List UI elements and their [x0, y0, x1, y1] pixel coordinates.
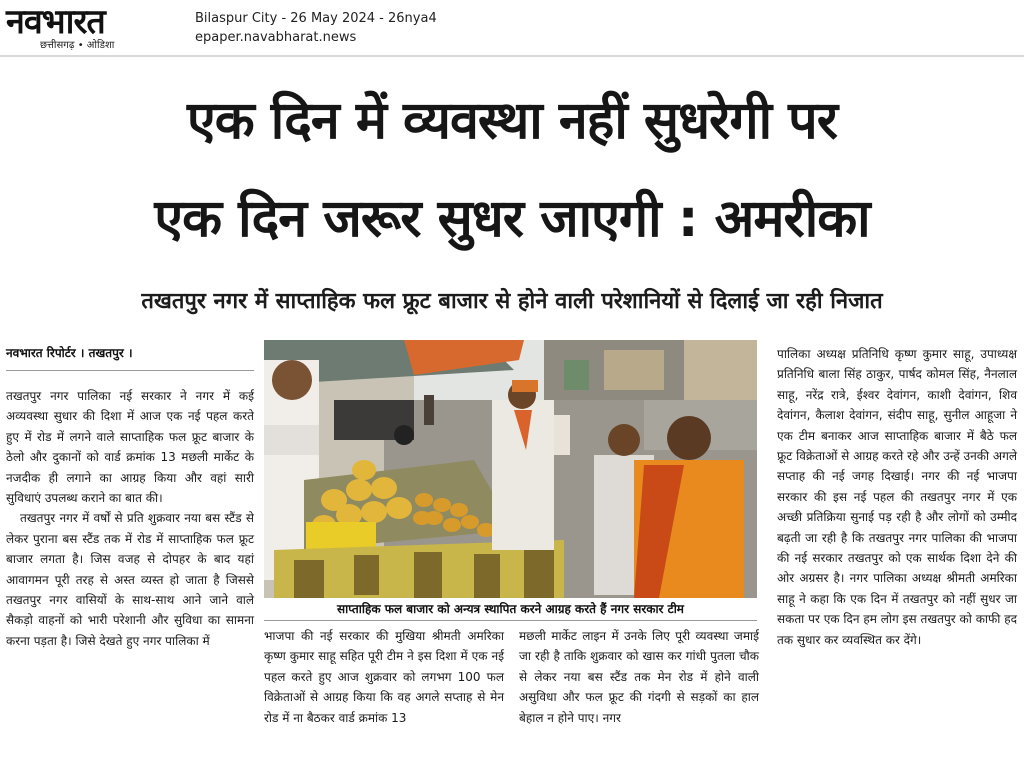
subheadline: तखतपुर नगर में साप्ताहिक फल फ्रूट बाजार से होने वाली परेशानियों से दिलाई जा रही निजात	[141, 289, 883, 314]
logo-wordmark: नवभारत	[6, 2, 105, 42]
paragraph: मछली मार्केट लाइन में उनके लिए पूरी व्यवस्था जमाई जा रही है ताकि शुक्रवार को खास कर गांधी पुतला चौक से लेकर नया बस स्टैंड तक मेन रोड में होने वाली असुविधा और फल फ्रूट की गंदगी से सड़कों का हाल बेहाल न होने पाए। नगर	[519, 629, 759, 725]
article-column-1	[6, 386, 254, 651]
news-photo	[264, 340, 757, 598]
paragraph: तखतपुर नगर में वर्षों से प्रति शुक्रवार नया बस स्टैंड से लेकर पुराना बस स्टैंड तक में रोड में साप्ताहिक फल फ्रूट बाजार लगता है। जिस वजह से दोपहर के बाद यहां आवागमन पूरी तरह से अस्त व्यस्त हो जाता है जिससे तखतपुर नगर वासियों के साथ-साथ आने जाने वाले सैकड़ो वाहनों को भारी परेशानी और सुविधा का सामना करना पड़ता है। जिसे देखते हुए नगर पालिका में	[6, 511, 254, 648]
article-column-3	[519, 626, 759, 728]
photo-caption: साप्ताहिक फल बाजार को अन्यत्र स्थापित करने आग्रह करते हैं नगर सरकार टीम	[337, 602, 684, 616]
logo-region: छत्तीसगढ़ • ओडिशा	[40, 40, 115, 51]
paragraph: पालिका अध्यक्ष प्रतिनिधि कृष्ण कुमार साहू, उपाध्यक्ष प्रतिनिधि बाला सिंह ठाकुर, पार्षद कोमल सिंह, नैनलाल साहू, नरेंद्र रात्रे, ईश्वर देवांगन, काशी देवांगन, शिव देवांगन, कैलाश देवांगन, संदीप साहू, सुनील आहूजा ने एक टीम बनाकर आज साप्ताहिक बाजार में बैठे फल फ्रूट विक्रेताओं से आग्रह करते रहे और उन्हें उनकी अगले सप्ताह की नई जगह दिखाई। नगर की नई भाजपा सरकार की इस नई पहल की तखतपुर नगर में एक अच्छी प्रतिक्रिया सुनाई पड़ रही है और लोगों को उम्मीद बढ़ती जा रही है कि तखतपुर नगर पालिका की भाजपा की नई सरकार तखतपुर को एक सार्थक दिशा देने की ओर अग्रसर है। नगर पालिका अध्यक्ष श्रीमती अमरिका साहू ने कहा कि एक दिन में तखतपुर को नहीं सुधर जा सकता पर एक दिन हम लोग इस तखतपुर को काफी हद तक सुधार कर व्यवस्थित कर देंगे।	[777, 347, 1017, 647]
site-url: epaper.navabharat.news	[195, 30, 357, 45]
article-column-2	[264, 626, 504, 728]
paragraph: तखतपुर नगर पालिका नई सरकार ने नगर में कई अव्यवस्था सुधार की दिशा में आज एक नई पहल करते हुए में रोड में लगने वाले साप्ताहिक फल फ्रूट बाजार के ठेलो और दुकानों को वार्ड क्रमांक 13 मछली मार्केट के नजदीक ही लगाने का आग्रह किया और वहां सारी सुविधाएं उपलब्ध कराने का बात की।	[6, 389, 254, 506]
article-column-4	[777, 344, 1017, 650]
caption-divider	[264, 620, 757, 621]
headline-line-2: एक दिन जरूर सुधर जाएगी : अमरीका	[154, 189, 870, 249]
byline: नवभारत रिपोर्टर । तखतपुर ।	[6, 346, 133, 360]
edition-info: Bilaspur City - 26 May 2024 - 26nya4	[195, 11, 437, 26]
byline-divider	[6, 370, 254, 371]
newspaper-logo	[6, 2, 181, 51]
paragraph: भाजपा की नई सरकार की मुखिया श्रीमती अमरिका कृष्ण कुमार साहू सहित पूरी टीम ने इस दिशा में एक नई पहल करते हुए आज शुक्रवार को लगभग 100 फल विक्रेताओं से आग्रह किया कि वह अगले सप्ताह से मेन रोड में ना बैठकर वार्ड क्रमांक 13	[264, 629, 504, 725]
headline-line-1: एक दिन में व्यवस्था नहीं सुधरेगी पर	[187, 91, 837, 151]
masthead-divider	[0, 55, 1024, 57]
masthead	[0, 0, 1024, 52]
